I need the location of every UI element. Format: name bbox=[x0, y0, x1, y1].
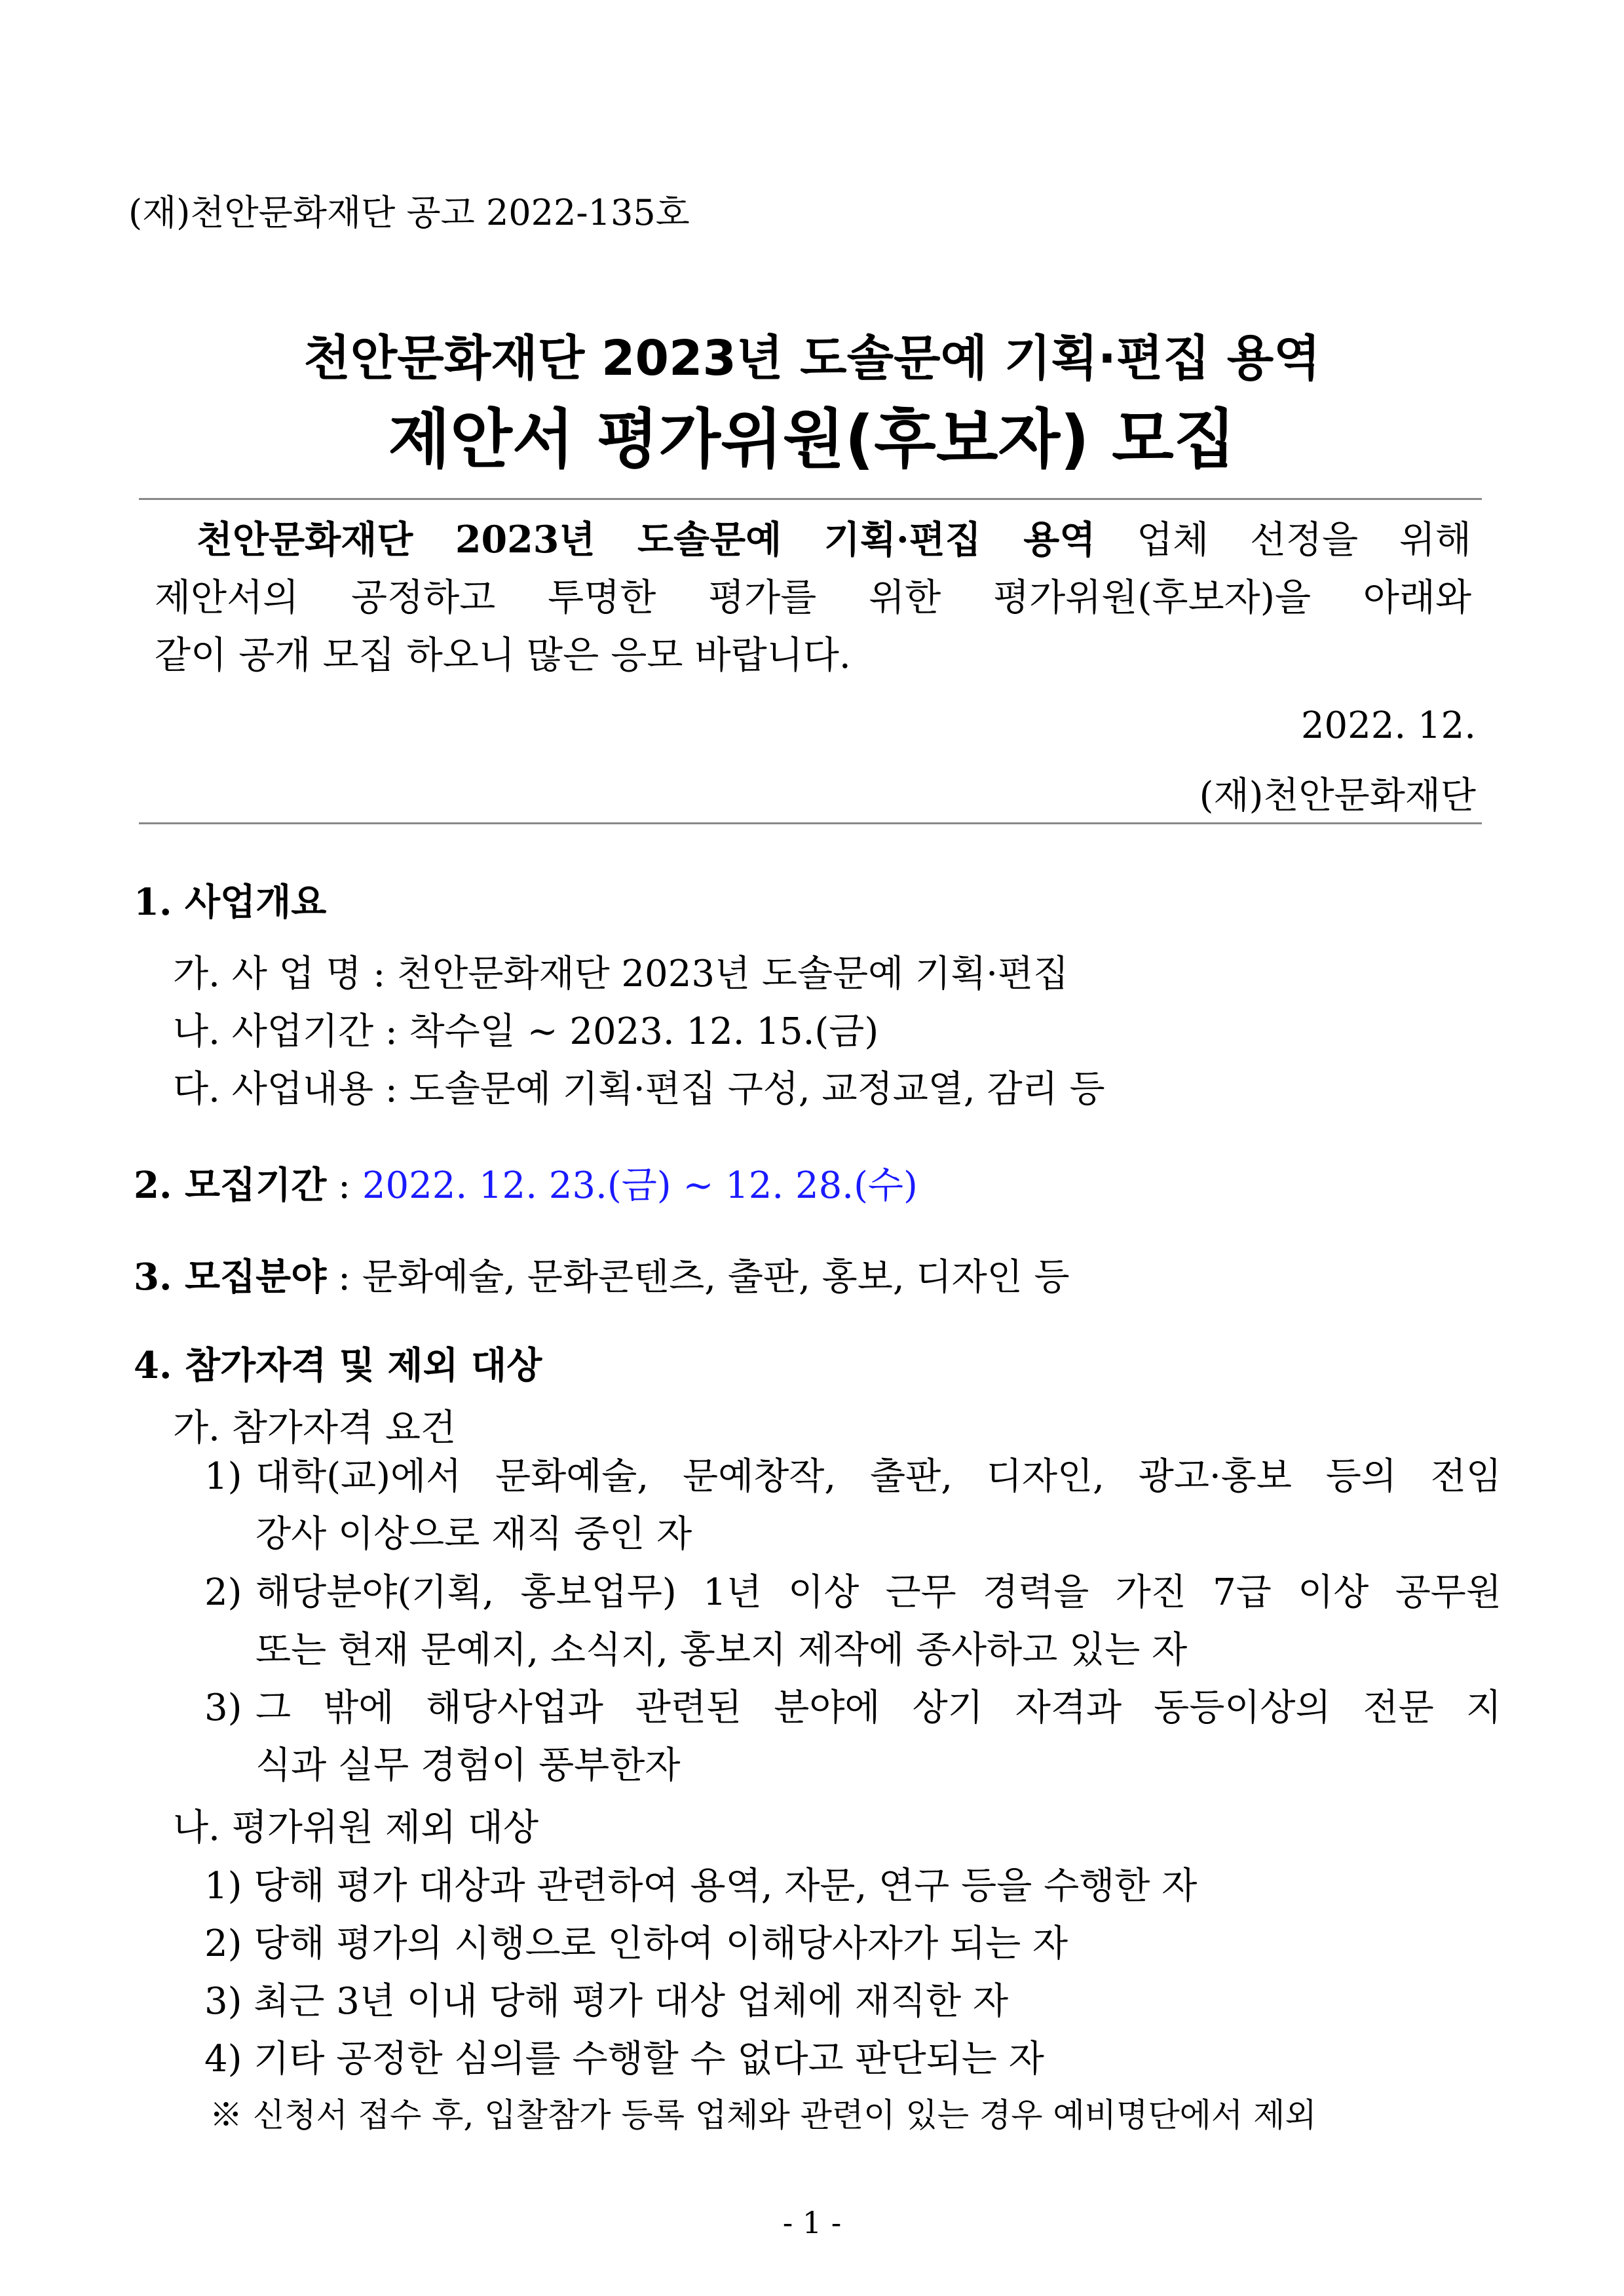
section-1-heading: 1. 사업개요 bbox=[134, 881, 327, 924]
section-4-heading: 4. 참가자격 및 제외 대상 bbox=[134, 1344, 542, 1387]
recruitment-fields: 문화예술, 문화콘텐츠, 출판, 홍보, 디자인 등 bbox=[362, 1256, 1070, 1299]
document-title-line1: 천안문화재단 2023년 도솔문예 기획·편집 용역 bbox=[303, 330, 1321, 387]
bottom-divider bbox=[139, 822, 1482, 824]
qualification-line: 강사 이상으로 재직 중인 자 bbox=[255, 1513, 692, 1556]
intro-paragraph bbox=[155, 511, 1471, 684]
intro-bold-phrase: 천안문화재단 2023년 도솔문예 기획·편집 용역 bbox=[197, 518, 1096, 562]
section-3-heading: 3. 모집분야 bbox=[134, 1255, 327, 1299]
section-3 bbox=[134, 1248, 1070, 1301]
section-2-separator: : bbox=[326, 1164, 362, 1207]
qualification-number: 2) bbox=[204, 1571, 242, 1614]
section-1-item-c: 다. 사업내용 : 도솔문예 기획·편집 구성, 교정교열, 감리 등 bbox=[173, 1068, 1105, 1111]
section-3-separator: : bbox=[326, 1256, 362, 1299]
section-2 bbox=[134, 1157, 918, 1209]
exclusion-item-3: 3) 최근 3년 이내 당해 평가 대상 업체에 재직한 자 bbox=[204, 1980, 1009, 2023]
exclusion-note: ※ 신청서 접수 후, 입찰참가 등록 업체와 관련이 있는 경우 예비명단에서 제외 bbox=[210, 2096, 1317, 2134]
qualification-item-1 bbox=[204, 1448, 1501, 1563]
qualification-number: 3) bbox=[204, 1687, 242, 1729]
top-divider bbox=[139, 498, 1482, 500]
intro-line-3: 같이 공개 모집 하오니 많은 응모 바랍니다. bbox=[155, 634, 851, 677]
qualification-number: 1) bbox=[204, 1455, 242, 1498]
intro-line1-rest: 업체 선정을 위해 bbox=[1095, 518, 1471, 562]
qualification-line: 대학(교)에서 문화예술, 문예창작, 출판, 디자인, 광고·홍보 등의 전임 bbox=[255, 1455, 1501, 1498]
intro-line-2: 제안서의 공정하고 투명한 평가를 위한 평가위원(후보자)을 아래와 bbox=[155, 576, 1471, 619]
issuing-org: (재)천안문화재단 bbox=[1199, 775, 1476, 817]
exclusion-item-1: 1) 당해 평가 대상과 관련하여 용역, 자문, 연구 등을 수행한 자 bbox=[204, 1865, 1198, 1907]
page-number: - 1 - bbox=[782, 2205, 842, 2240]
exclusion-item-4: 4) 기타 공정한 심의를 수행할 수 없다고 판단되는 자 bbox=[204, 2038, 1044, 2080]
qualification-item-3 bbox=[204, 1679, 1501, 1795]
intro-line-1 bbox=[155, 511, 1471, 569]
qualification-line: 또는 현재 문예지, 소식지, 홍보지 제작에 종사하고 있는 자 bbox=[255, 1629, 1188, 1672]
section-4-a-title: 가. 참가자격 요건 bbox=[173, 1407, 457, 1449]
section-2-heading: 2. 모집기간 bbox=[134, 1164, 327, 1207]
section-1-item-b: 나. 사업기간 : 착수일 ~ 2023. 12. 15.(금) bbox=[173, 1010, 879, 1053]
notice-date: 2022. 12. bbox=[1300, 704, 1476, 747]
section-4-b-title: 나. 평가위원 제외 대상 bbox=[173, 1807, 539, 1849]
qualification-line: 식과 실무 경험이 풍부한자 bbox=[255, 1744, 681, 1787]
notice-number: (재)천안문화재단 공고 2022-135호 bbox=[128, 192, 690, 233]
qualification-line: 그 밖에 해당사업과 관련된 분야에 상기 자격과 동등이상의 전문 지 bbox=[255, 1687, 1501, 1729]
recruitment-period: 2022. 12. 23.(금) ~ 12. 28.(수) bbox=[362, 1164, 918, 1207]
document-title-line2: 제안서 평가위원(후보자) 모집 bbox=[388, 402, 1236, 477]
section-1-item-a: 가. 사 업 명 : 천안문화재단 2023년 도솔문예 기획·편집 bbox=[173, 953, 1069, 995]
exclusion-item-2: 2) 당해 평가의 시행으로 인하여 이해당사자가 되는 자 bbox=[204, 1923, 1068, 1965]
qualification-item-2 bbox=[204, 1564, 1501, 1679]
qualification-line: 해당분야(기획, 홍보업무) 1년 이상 근무 경력을 가진 7급 이상 공무원 bbox=[255, 1571, 1501, 1614]
